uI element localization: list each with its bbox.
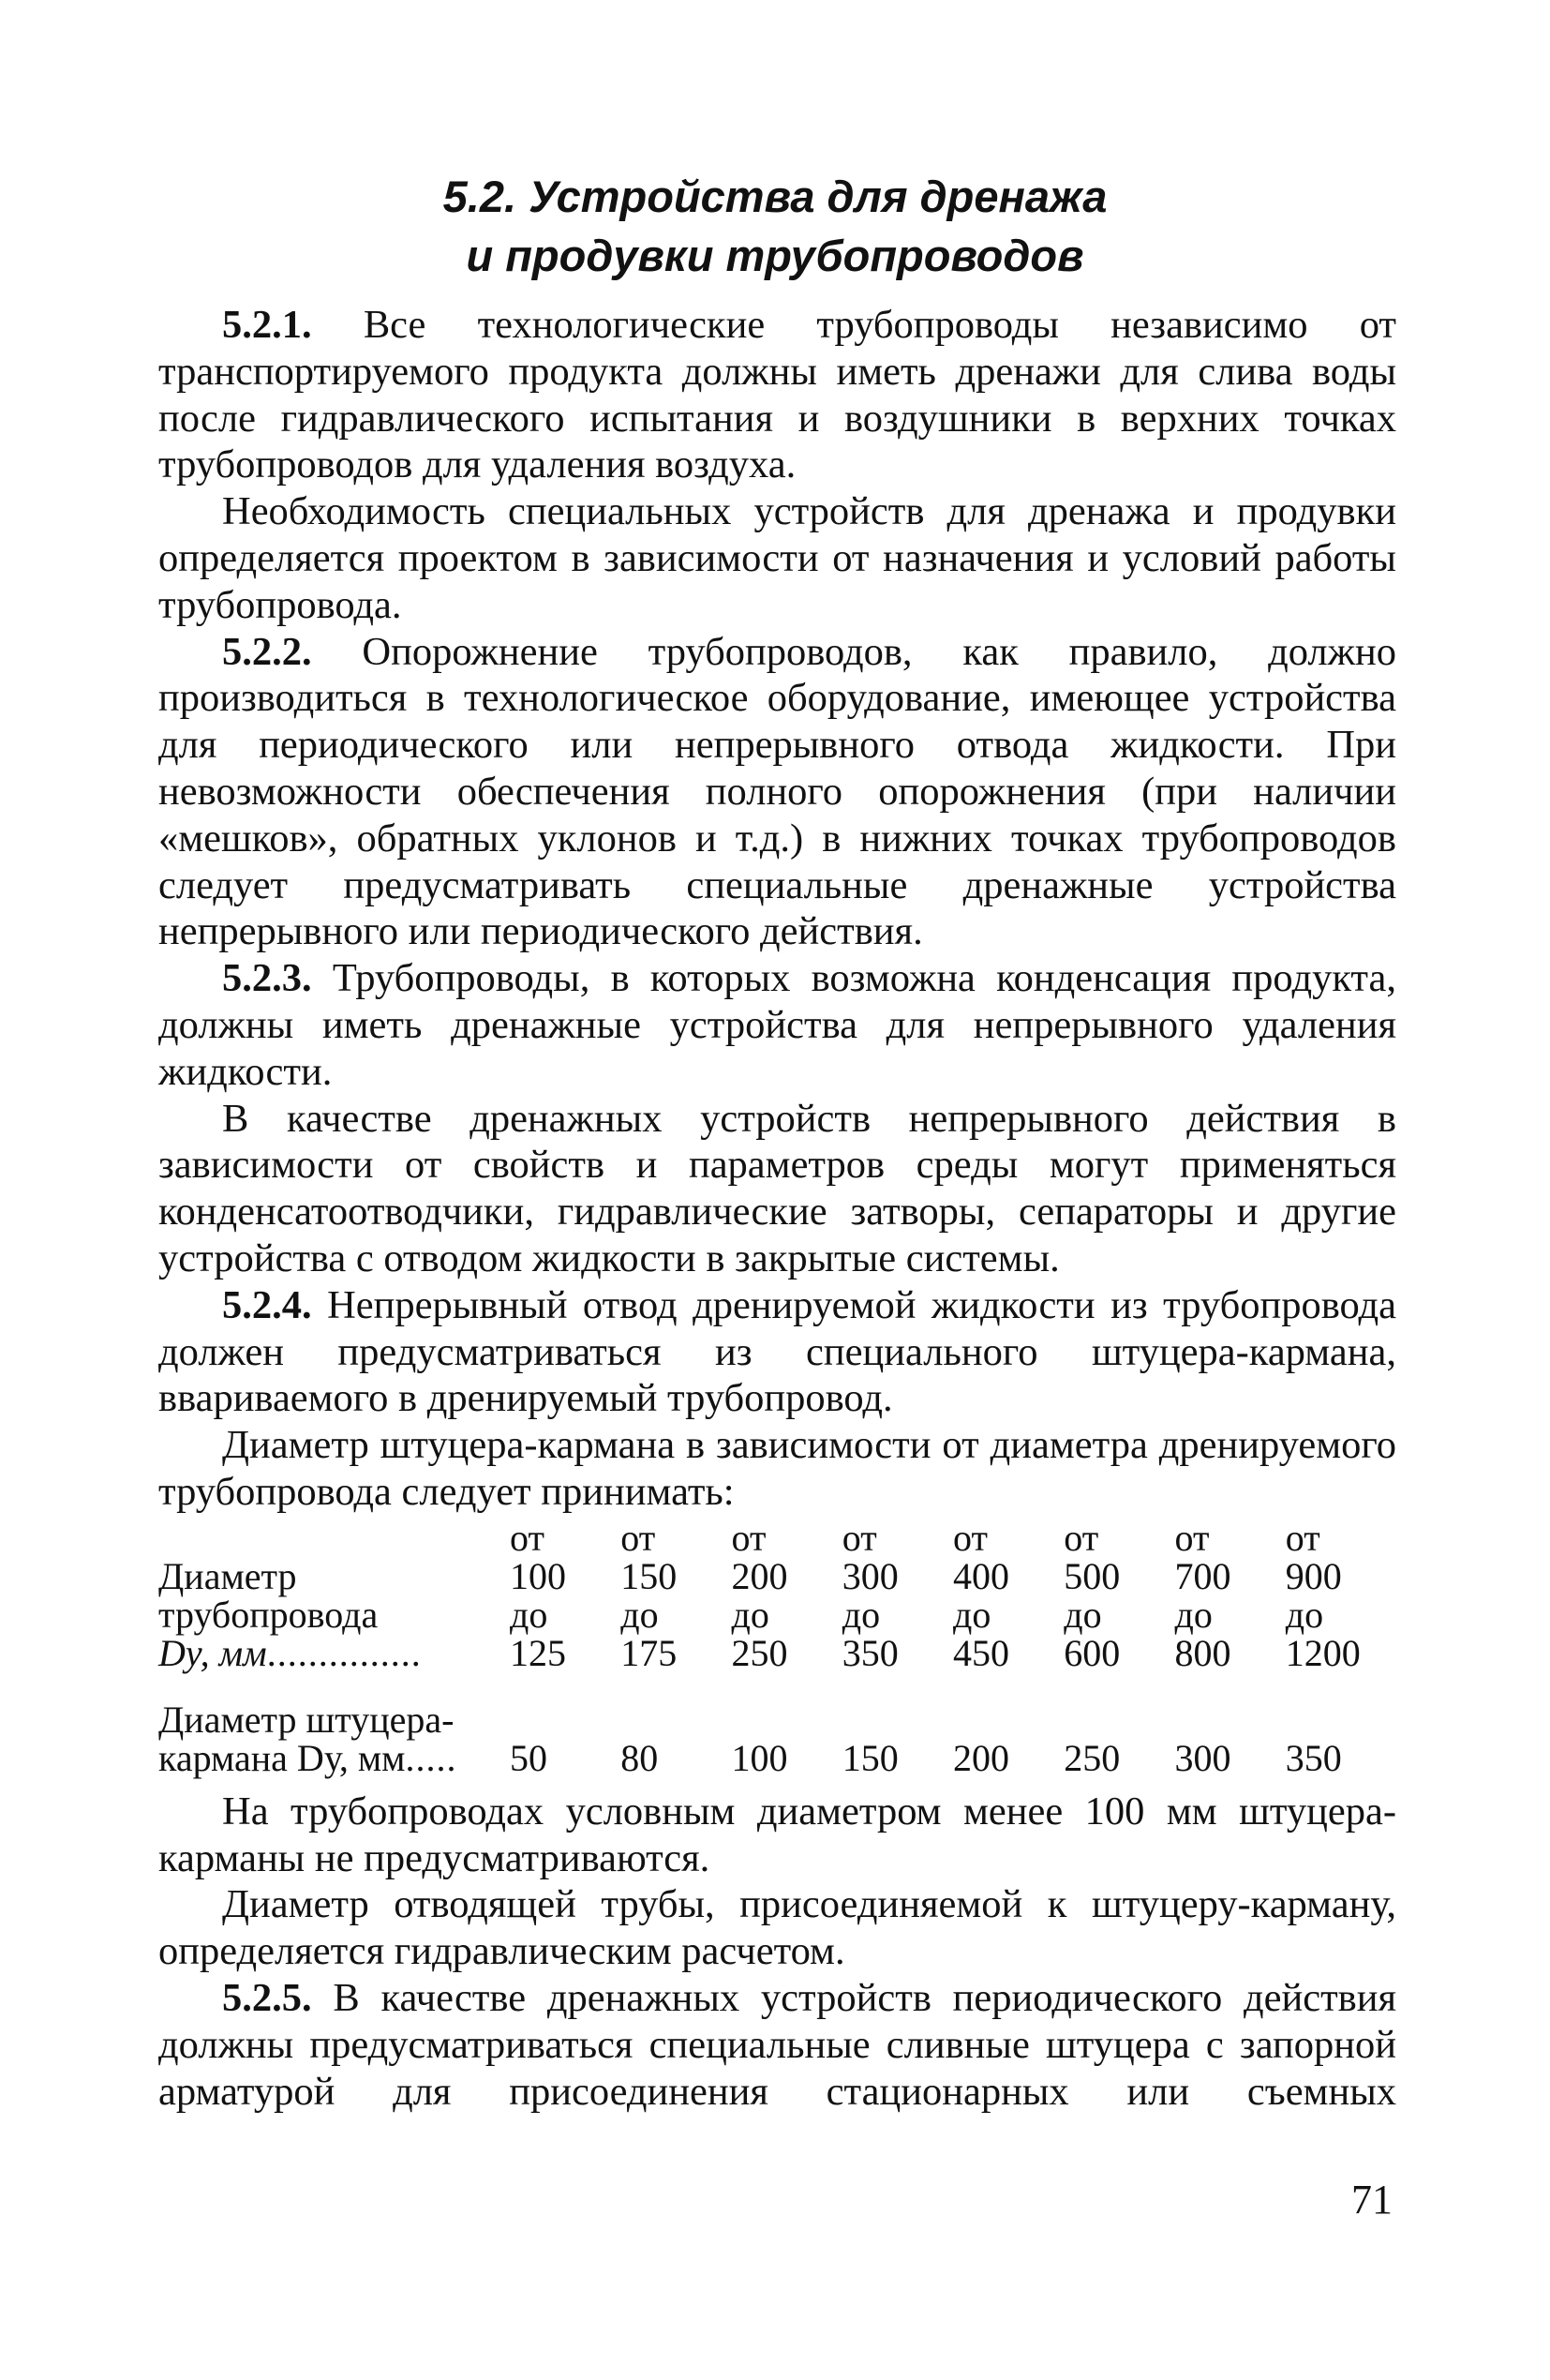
paragraph-text: Опорожнение трубопроводов, как правило, должно производиться в технологическое оборудование, имеющее устройства для периодического или непрерывного отвода жидкости. При невозможности обеспечения полного опорожнения (при наличии «мешков», обратных уклонов и т.д.) в нижних точках трубопроводов следует предусматривать специальные дренажные устройства непрерывного или периодического действия. xyxy=(158,629,1396,954)
table-cell: 700 xyxy=(1174,1554,1231,1597)
table-cell: от xyxy=(620,1516,656,1559)
table-cell: 150 xyxy=(842,1736,899,1779)
table-cell: от xyxy=(1064,1516,1099,1559)
table-cell: 600 xyxy=(1064,1631,1121,1674)
table-row-fitting-label xyxy=(158,1700,1396,1739)
table-row-from xyxy=(158,1519,1396,1557)
section-heading-line-2: и продувки трубопроводов xyxy=(466,231,1084,280)
leader-dots: ............... xyxy=(266,1631,422,1674)
table-cell: до xyxy=(1064,1593,1102,1636)
table-row-fitting-values xyxy=(158,1739,1396,1777)
table-spacer xyxy=(158,1672,1396,1700)
paragraph-drainage-devices xyxy=(158,488,1396,628)
table-row-to xyxy=(158,1595,1396,1634)
paragraph-no-fittings xyxy=(158,1789,1396,1882)
paragraph-5-2-5 xyxy=(158,1975,1396,2115)
label-text: Dу, мм xyxy=(158,1631,267,1674)
table-cell: 80 xyxy=(620,1736,659,1779)
table-cell: до xyxy=(842,1593,881,1636)
section-heading xyxy=(0,167,1550,285)
table-cell: 350 xyxy=(1285,1736,1342,1779)
paragraph-text: Диаметр штуцера-кармана в зависимости от диаметра дренируемого трубопровода следует принимать: xyxy=(158,1423,1396,1514)
table-cell: до xyxy=(953,1593,991,1636)
paragraph-text: В качестве дренажных устройств непрерывного действия в зависимости от свойств и параметров среды могут применяться конденсатоотводчики, гидравлические затворы, сепараторы и другие устройства с отводом жидкости в закрытые системы. xyxy=(158,1096,1396,1280)
table-cell: до xyxy=(731,1593,769,1636)
table-cell: 800 xyxy=(1174,1631,1231,1674)
table-row-label xyxy=(158,1736,510,1779)
table-cell: 450 xyxy=(953,1631,1009,1674)
paragraph-text: На трубопроводах условным диаметром менее 100 мм штуцера-карманы не предусматриваются. xyxy=(158,1789,1396,1880)
page-number: 71 xyxy=(1351,2177,1393,2223)
table-cell: 250 xyxy=(1064,1736,1121,1779)
paragraph-5-2-3 xyxy=(158,955,1396,1095)
table-cell: от xyxy=(731,1516,767,1559)
paragraph-5-2-1 xyxy=(158,302,1396,488)
paragraph-continuous-devices xyxy=(158,1096,1396,1282)
paragraph-text: Необходимость специальных устройств для дренажа и продувки определяется проектом в зависимости от назначения и условий работы трубопровода. xyxy=(158,489,1396,627)
clause-number: 5.2.3. xyxy=(222,956,312,1001)
table-cell: 500 xyxy=(1064,1554,1121,1597)
paragraph-5-2-4 xyxy=(158,1282,1396,1422)
table-row-label: Диаметр xyxy=(158,1554,297,1597)
table-cell: 50 xyxy=(510,1736,547,1779)
diameter-table xyxy=(158,1516,1396,1779)
table-cell: до xyxy=(1285,1593,1324,1636)
table-cell: от xyxy=(1285,1516,1320,1559)
label-text: кармана Dу, мм xyxy=(158,1736,406,1779)
table-cell: 300 xyxy=(1174,1736,1231,1779)
table-cell: от xyxy=(842,1516,877,1559)
paragraph-outlet-pipe xyxy=(158,1881,1396,1975)
clause-number: 5.2.5. xyxy=(222,1975,312,2020)
clause-number: 5.2.4. xyxy=(222,1282,312,1327)
table-cell: 350 xyxy=(842,1631,899,1674)
paragraph-fitting-diameter xyxy=(158,1422,1396,1516)
table-row-label: трубопровода xyxy=(158,1593,379,1636)
clause-number: 5.2.1. xyxy=(222,303,312,347)
clause-number: 5.2.2. xyxy=(222,629,312,674)
table-cell: от xyxy=(510,1516,544,1559)
paragraph-text: В качестве дренажных устройств периодического действия должны предусматриваться специальные сливные штуцера с запорной арматурой для присоединения стационарных или съемных xyxy=(158,1975,1396,2114)
paragraph-5-2-2 xyxy=(158,629,1396,956)
table-cell: 200 xyxy=(731,1554,788,1597)
table-cell: 250 xyxy=(731,1631,788,1674)
table-cell: до xyxy=(620,1593,659,1636)
table-cell: 1200 xyxy=(1285,1631,1361,1674)
paragraph-text: Диаметр отводящей трубы, присоединяемой к штуцеру-карману, определяется гидравлическим расчетом. xyxy=(158,1882,1396,1974)
table-row-from-values xyxy=(158,1557,1396,1595)
table-cell: 175 xyxy=(620,1631,678,1674)
table-cell: 125 xyxy=(510,1631,566,1674)
table-cell: от xyxy=(953,1516,988,1559)
table-cell: 900 xyxy=(1285,1554,1342,1597)
table-row-label xyxy=(158,1631,510,1674)
paragraph-text: Непрерывный отвод дренируемой жидкости из трубопровода должен предусматриваться из специального штуцера-кармана, ввариваемого в дренируемый трубопровод. xyxy=(158,1282,1396,1421)
section-heading-line-1: 5.2. Устройства для дренажа xyxy=(442,172,1108,221)
table-cell: 400 xyxy=(953,1554,1009,1597)
paragraph-text: Трубопроводы, в которых возможна конденсация продукта, должны иметь дренажные устройства для непрерывного удаления жидкости. xyxy=(158,956,1396,1094)
table-cell: 100 xyxy=(510,1554,566,1597)
table-row-label: Диаметр штуцера- xyxy=(158,1698,455,1741)
table-row-to-values xyxy=(158,1634,1396,1672)
table-cell: до xyxy=(1174,1593,1213,1636)
leader-dots: ..... xyxy=(405,1736,457,1779)
table-cell: от xyxy=(1174,1516,1210,1559)
table-cell: 150 xyxy=(620,1554,678,1597)
table-cell: 100 xyxy=(731,1736,788,1779)
table-cell: 300 xyxy=(842,1554,899,1597)
paragraph-text: Все технологические трубопроводы независимо от транспортируемого продукта должны иметь дренажи для слива воды после гидравлического испытания и воздушники в верхних точках трубопроводов для удаления воздуха. xyxy=(158,303,1396,487)
body-text xyxy=(158,302,1396,2115)
table-cell: до xyxy=(510,1593,548,1636)
table-cell: 200 xyxy=(953,1736,1009,1779)
